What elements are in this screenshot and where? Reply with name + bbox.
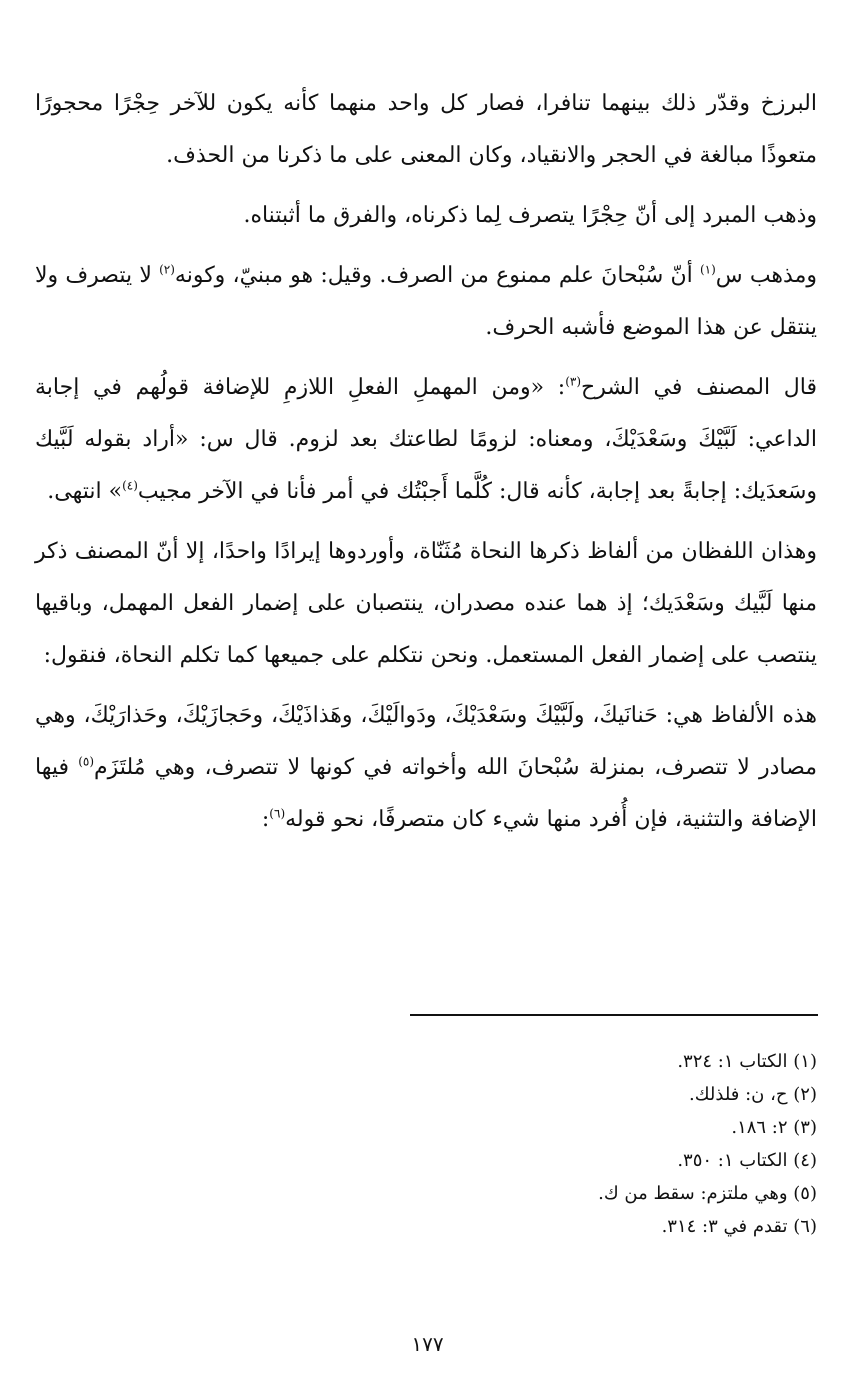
footnote-2: (٢) ح، ن: فلذلك. <box>689 1084 817 1105</box>
paragraph-3-text-2: أنّ سُبْحانَ علم ممنوع من الصرف. وقيل: هو مبنيّ، وكونه <box>174 263 700 288</box>
paragraph-6-text-2: فيها الإضافة والتثنية، فإن أُفرد منها شيء كان متصرفًا، نحو قوله <box>35 755 817 832</box>
paragraph-1: البرزخ وقدّر ذلك بينهما تنافرا، فصار كل واحد منهما كأنه يكون للآخر حِجْرًا محجورًا متعوذًا مبالغة في الحجر والانقياد، وكان المعنى على ما ذكرنا من الحذف. <box>35 91 817 168</box>
paragraph-5: وهذان اللفظان من ألفاظ ذكرها النحاة مُثَنّاة، وأوردوها إيرادًا واحدًا، إلا أنّ المصنف ذكر منها لَبَّيك وسَعْدَيك؛ إذ هما عنده مصدران، ينتصبان على إضمار الفعل المهمل، وباقيها ينتصب على إضمار الفعل المستعمل. ونحن نتكلم على جميعها كما تكلم النحاة، فنقول: <box>35 539 817 668</box>
footnote-5: (٥) وهي ملتزم: سقط من ك. <box>598 1183 817 1204</box>
paragraph-6-text-3: : <box>261 807 270 832</box>
footnote-1: (١) الكتاب ١: ٣٢٤. <box>677 1051 817 1072</box>
main-text-body <box>35 78 817 854</box>
paragraph-6 <box>35 690 817 846</box>
footnote-3: (٣) ٢: ١٨٦. <box>731 1117 817 1138</box>
paragraph-4-text-1: قال المصنف في الشرح <box>581 375 818 400</box>
footnote-separator <box>410 1014 818 1016</box>
paragraph-2: وذهب المبرد إلى أنّ حِجْرًا يتصرف لِما ذكرناه، والفرق ما أثبتناه. <box>243 203 817 228</box>
footnotes-list <box>35 1045 817 1243</box>
paragraph-3-text-1: ومذهب س <box>715 263 817 288</box>
paragraph-3-text-3: لا يتصرف ولا ينتقل عن هذا الموضع فأشبه الحرف. <box>35 263 817 340</box>
paragraph-4 <box>35 362 817 518</box>
footnote-ref-3: (٣) <box>565 374 582 389</box>
paragraph-4-text-2: : «ومن المهملِ الفعلِ اللازمِ للإضافة قولُهم في إجابة الداعي: لَبَّيْكَ وسَعْدَيْكَ، ومعناه: لزومًا لطاعتك بعد لزوم. قال س: «أراد بقوله لَبَّيك وسَعدَيك: إجابةً بعد إجابة، كأنه قال: كُلَّما أَجبْتُك في أمر فأنا في الآخر مجيب <box>35 375 817 504</box>
paragraph-4-text-3: » انتهى. <box>47 479 123 504</box>
footnote-ref-5: (٥) <box>78 754 95 769</box>
footnote-4: (٤) الكتاب ١: ٣٥٠. <box>677 1150 817 1171</box>
paragraph-3 <box>35 250 817 354</box>
footnote-ref-2: (٢) <box>159 262 175 277</box>
paragraph-6-text-1: هذه الألفاظ هي: حَنانَيكَ، ولَبَّيْكَ وسَعْدَيْكَ، ودَوالَيْكَ، وهَذاذَيْكَ، وحَجازَيْكَ، وحَذارَيْكَ، وهي مصادر لا تتصرف، بمنزلة سُبْحانَ الله وأخواته في كونها لا تتصرف، وهي مُلتَزَم <box>35 703 817 780</box>
footnote-ref-6: (٦) <box>269 806 286 821</box>
footnote-ref-1: (١) <box>699 262 716 277</box>
page-number: ١٧٧ <box>411 1332 444 1356</box>
footnote-ref-4: (٤) <box>122 478 138 493</box>
footnote-6: (٦) تقدم في ٣: ٣١٤. <box>661 1216 817 1237</box>
